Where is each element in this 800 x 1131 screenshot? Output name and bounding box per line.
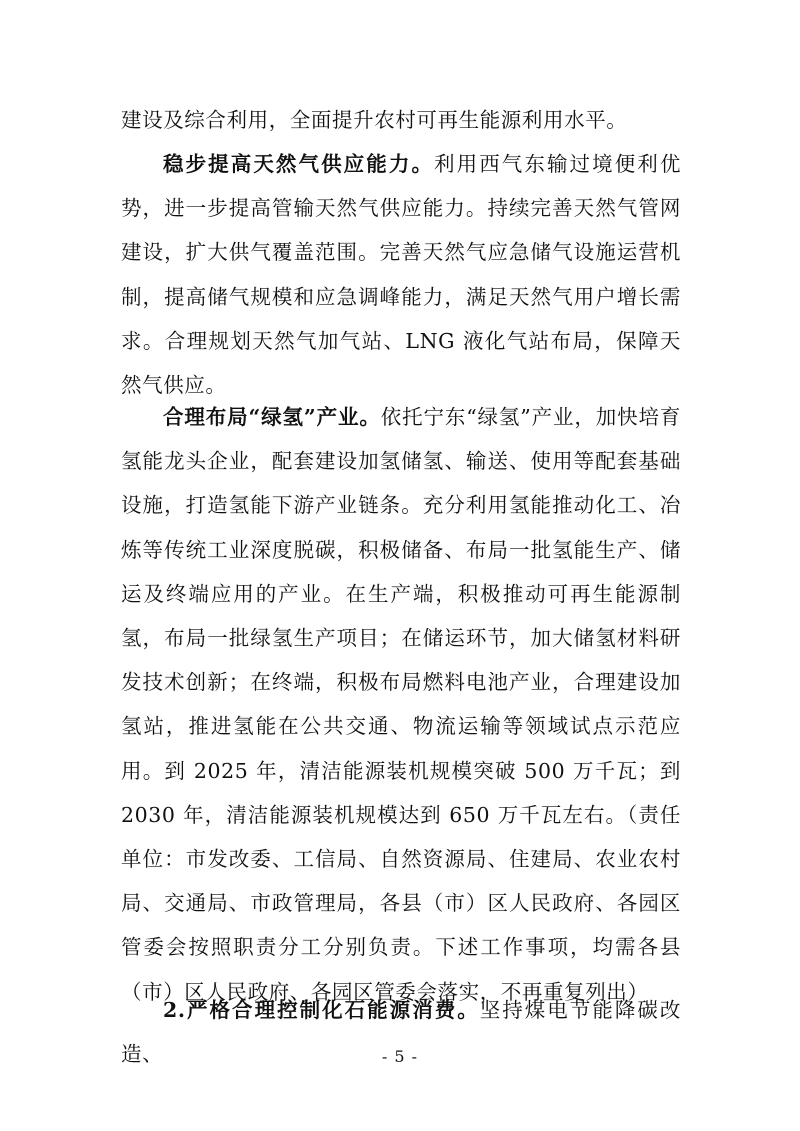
paragraph-body: 依托宁东“绿氢”产业，加快培育氢能龙头企业，配套建设加氢储氢、输送、使用等配套基础设施，打造氢能下游产业链条。充分利用氢能推动化工、冶炼等传统工业深度脱碳，积极储备、布局一批氢能生产、储运及终端应用的产业。在生产端，积极推动可再生能源制氢，布局一批绿氢生产项目；在储运环节，加大储氢材料研发技术创新；在终端，积极布局燃料电池产业，合理建设加氢站，推进氢能在公共交通、物流运输等领域试点示范应用。到 2025 年，清洁能源装机规模突破 500 万千瓦；到 2030 年，清洁能源装机规模达到 650 万千瓦左右。（责任单位：市发改委、工信局、自然资源局、住建局、农业农村局、交通局、市政管理局，各县（市）区人民政府、各园区管委会按照职责分工分别负责。下述工作事项，均需各县（市）区人民政府、各园区管委会落实，不再重复列出） xyxy=(121,405,681,1004)
paragraph-body: 利用西气东输过境便利优势，进一步提高管输天然气供应能力。持续完善天然气管网建设，扩大供气覆盖范围。完善天然气应急储气设施运营机制，提高储气规模和应急调峰能力，满足天然气用户增长需求。合理规划天然气加气站、LNG 液化气站布局，保障天然气供应。 xyxy=(121,152,681,398)
paragraph-lead: 2.严格合理控制化石能源消费。 xyxy=(163,998,480,1022)
paragraph-body: 建设及综合利用，全面提升农村可再生能源利用水平。 xyxy=(121,108,628,132)
paragraph-body: 坚持煤电节能降碳改造、 xyxy=(121,998,681,1067)
page-number: - 5 - xyxy=(381,1047,419,1066)
paragraph-continuation xyxy=(121,98,681,142)
paragraph-natural-gas xyxy=(121,142,681,407)
paragraph-lead: 合理布局“绿氢”产业。 xyxy=(163,405,381,429)
paragraph-lead: 稳步提高天然气供应能力。 xyxy=(163,152,435,176)
paragraph-green-hydrogen xyxy=(121,395,681,1014)
